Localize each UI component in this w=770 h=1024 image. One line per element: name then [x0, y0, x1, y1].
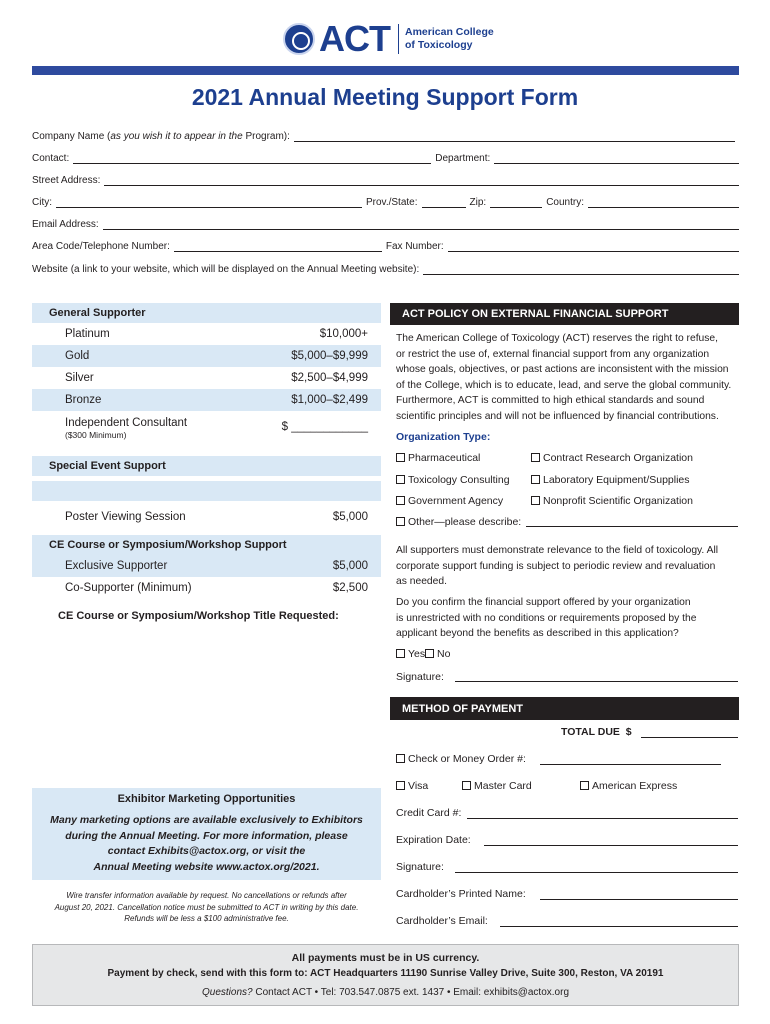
act-logo: [283, 20, 494, 58]
checkbox-icon: [531, 496, 540, 505]
act-seal-icon: [283, 23, 315, 55]
check-money-order-checkbox[interactable]: Check or Money Order #:: [396, 753, 526, 765]
ce-support-row[interactable]: Exclusive Supporter $5,000: [32, 555, 381, 577]
amex-checkbox[interactable]: American Express: [580, 780, 677, 792]
city-row: City: Prov./State: Zip: Country:: [32, 194, 739, 208]
fax-field[interactable]: [448, 242, 739, 252]
checkbox-icon: [531, 453, 540, 462]
checkbox-icon: [425, 649, 434, 658]
exhibitor-heading: Exhibitor Marketing Opportunities: [117, 793, 296, 805]
wire-transfer-note: Wire transfer information available by request. No cancellations or refunds after August 20, 2021. Cancellation notice must be submitted to ACT in writing by this date. Refunds will be less a $100 administrative fee.: [54, 891, 359, 923]
visa-checkbox[interactable]: Visa: [396, 780, 428, 792]
org-pharmaceutical-checkbox[interactable]: Pharmaceutical: [396, 452, 480, 464]
email-field[interactable]: [103, 220, 739, 230]
policy-signature-field[interactable]: [455, 681, 738, 682]
website-row: Website (a link to your website, which will be displayed on the Annual Meeting website):: [32, 261, 739, 275]
other-describe-field[interactable]: [526, 526, 738, 527]
cardholder-email-field[interactable]: [500, 926, 738, 927]
card-number-field[interactable]: [467, 818, 738, 819]
checkbox-icon: [531, 475, 540, 484]
total-due-label: TOTAL DUE $: [561, 726, 632, 738]
card-number-label: Credit Card #:: [396, 807, 462, 819]
checkbox-icon: [580, 781, 589, 790]
cardholder-name-label: Cardholder’s Printed Name:: [396, 888, 526, 900]
poster-session-row[interactable]: Poster Viewing Session $5,000: [65, 511, 368, 523]
company-name-field[interactable]: [294, 132, 735, 142]
check-number-field[interactable]: [540, 764, 721, 765]
ce-course-heading: CE Course or Symposium/Workshop Support: [32, 535, 381, 555]
checkbox-icon: [396, 475, 405, 484]
phone-field[interactable]: [174, 242, 382, 252]
cardholder-email-label: Cardholder’s Email:: [396, 915, 488, 927]
checkbox-icon: [396, 453, 405, 462]
org-government-checkbox[interactable]: Government Agency: [396, 495, 503, 507]
logo-wordmark: ACT: [319, 18, 390, 59]
checkbox-icon: [396, 517, 405, 526]
org-name-line2: of Toxicology: [405, 39, 473, 51]
phone-row: Area Code/Telephone Number: Fax Number:: [32, 238, 739, 252]
tier-row[interactable]: Silver $2,500–$4,999: [65, 372, 368, 384]
confirm-yes-checkbox[interactable]: Yes: [396, 648, 425, 660]
street-field[interactable]: [104, 176, 739, 186]
website-field[interactable]: [423, 265, 739, 275]
tier-row[interactable]: Platinum $10,000+: [65, 328, 368, 340]
special-event-table: [32, 456, 381, 533]
contact-field[interactable]: [73, 154, 431, 164]
country-field[interactable]: [588, 198, 739, 208]
mastercard-checkbox[interactable]: Master Card: [462, 780, 532, 792]
payment-signature-label: Signature:: [396, 861, 444, 873]
relevance-text: All supporters must demonstrate relevance to the field of toxicology. All corporate support funding is subject to periodic review and revaluation as needed.: [396, 545, 719, 587]
contact-row: Contact: Department:: [32, 150, 739, 164]
org-tox-consulting-checkbox[interactable]: Toxicology Consulting: [396, 474, 510, 486]
expiration-label: Expiration Date:: [396, 834, 471, 846]
payment-footer: All payments must be in US currency. Payment by check, send with this form to: ACT Headquarters 11190 Sunrise Valley Drive, Suite 300, Reston, VA 20191 Questions? Contact ACT • Tel: 703.547.0875 ext. 1437 • Email: exhibits@actox.org: [32, 944, 739, 1006]
header-rule: [32, 66, 739, 75]
email-row: Email Address:: [32, 216, 739, 230]
cardholder-name-field[interactable]: [540, 899, 738, 900]
payment-heading: METHOD OF PAYMENT: [390, 697, 739, 720]
city-field[interactable]: [56, 198, 362, 208]
special-event-heading: Special Event Support: [32, 456, 381, 476]
exhibitor-box: Exhibitor Marketing Opportunities Many marketing options are available exclusively to Exhibitors during the Annual Meeting. For more information, please contact Exhibits@actox.org, or visit the Annual Meeting website www.actox.org/2021.: [32, 788, 381, 880]
company-name-row: Company Name (as you wish it to appear in the Program):: [32, 128, 739, 142]
expiration-field[interactable]: [484, 845, 738, 846]
tier-row[interactable]: Gold $5,000–$9,999: [32, 345, 381, 367]
general-supporter-heading: General Supporter: [32, 303, 381, 323]
total-due-field[interactable]: [641, 737, 738, 738]
org-name-line1: American College: [405, 26, 494, 38]
ce-title-requested-label: CE Course or Symposium/Workshop Title Requested:: [58, 610, 339, 622]
confirm-text: Do you confirm the financial support offered by your organization is unrestricted with no conditions or requirements proposed by the applicant beyond the benefits as described in this application?: [396, 597, 697, 639]
payment-signature-field[interactable]: [455, 872, 738, 873]
checkbox-icon: [396, 781, 405, 790]
org-nonprofit-checkbox[interactable]: Nonprofit Scientific Organization: [531, 495, 693, 507]
checkbox-icon: [396, 754, 405, 763]
org-lab-equipment-checkbox[interactable]: Laboratory Equipment/Supplies: [531, 474, 690, 486]
state-field[interactable]: [422, 198, 466, 208]
checkbox-icon: [396, 649, 405, 658]
independent-consultant-row[interactable]: Independent Consultant ($300 Minimum) $ ____________: [65, 417, 368, 440]
org-cro-checkbox[interactable]: Contract Research Organization: [531, 452, 693, 464]
policy-heading: ACT POLICY ON EXTERNAL FINANCIAL SUPPORT: [390, 303, 739, 325]
tier-row[interactable]: Bronze $1,000–$2,499: [32, 389, 381, 411]
page-title: 2021 Annual Meeting Support Form: [191, 84, 579, 110]
policy-text: The American College of Toxicology (ACT) reserves the right to refuse, or restrict the use of, external financial support from any organization whose goals, objectives, or past actions are inconsistent with the mission of the College, which is to educate, lead, and serve the global community. Furthermore, ACT is committed to high ethical standards and sound scientific principles and will not be influenced by financial contributions.: [396, 333, 732, 422]
org-other-checkbox[interactable]: Other—please describe:: [396, 516, 521, 528]
ce-course-table: [32, 535, 381, 599]
department-field[interactable]: [494, 154, 739, 164]
confirm-no-checkbox[interactable]: No: [425, 648, 450, 660]
org-type-label: Organization Type:: [396, 431, 491, 443]
checkbox-icon: [462, 781, 471, 790]
checkbox-icon: [396, 496, 405, 505]
policy-signature-label: Signature:: [396, 671, 444, 683]
independent-amount-field[interactable]: $ ____________: [281, 421, 368, 433]
zip-field[interactable]: [490, 198, 542, 208]
ce-support-row[interactable]: Co-Supporter (Minimum) $2,500: [65, 582, 368, 594]
street-row: Street Address:: [32, 172, 739, 186]
